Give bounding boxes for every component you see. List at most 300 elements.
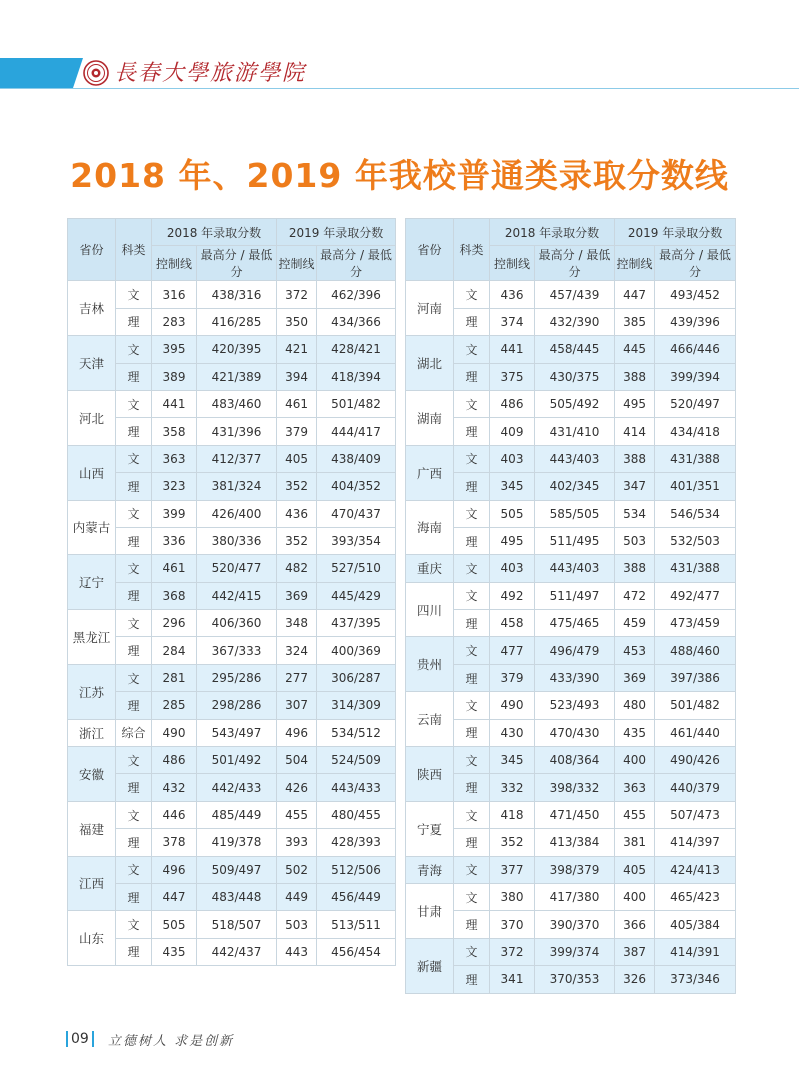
- range-2018-cell: 398/379: [535, 856, 615, 883]
- range-2019-cell: 428/393: [317, 829, 396, 856]
- header-2019: 2019 年录取分数: [615, 219, 736, 246]
- province-cell: 四川: [406, 582, 454, 637]
- control-2018-cell: 486: [152, 747, 197, 774]
- range-2019-cell: 462/396: [317, 281, 396, 308]
- range-2018-cell: 483/460: [197, 390, 277, 417]
- province-cell: 宁夏: [406, 801, 454, 856]
- province-cell: 辽宁: [68, 555, 116, 610]
- header-control-2018: 控制线: [152, 246, 197, 281]
- control-2018-cell: 375: [490, 363, 535, 390]
- control-2018-cell: 435: [152, 938, 197, 965]
- range-2018-cell: 511/495: [535, 527, 615, 554]
- range-2018-cell: 402/345: [535, 473, 615, 500]
- range-2019-cell: 524/509: [317, 747, 396, 774]
- control-2018-cell: 345: [490, 747, 535, 774]
- control-2018-cell: 296: [152, 610, 197, 637]
- range-2018-cell: 475/465: [535, 610, 615, 637]
- range-2019-cell: 431/388: [655, 555, 736, 582]
- table-row: [68, 801, 396, 828]
- table-row: [406, 363, 736, 390]
- range-2019-cell: 480/455: [317, 801, 396, 828]
- table-row: [68, 390, 396, 417]
- range-2018-cell: 523/493: [535, 692, 615, 719]
- range-2019-cell: 404/352: [317, 473, 396, 500]
- control-2018-cell: 374: [490, 308, 535, 335]
- table-row: [68, 692, 396, 719]
- table-row: [406, 473, 736, 500]
- table-row: [68, 774, 396, 801]
- range-2018-cell: 433/390: [535, 664, 615, 691]
- subject-cell: 理: [454, 664, 490, 691]
- control-2018-cell: 490: [490, 692, 535, 719]
- subject-cell: 文: [454, 883, 490, 910]
- subject-cell: 文: [116, 856, 152, 883]
- school-logo-icon: [83, 60, 109, 86]
- range-2019-cell: 414/397: [655, 829, 736, 856]
- header-range-2019: 最高分 / 最低分: [655, 246, 736, 281]
- control-2019-cell: 447: [615, 281, 655, 308]
- subject-cell: 文: [454, 555, 490, 582]
- control-2019-cell: 394: [277, 363, 317, 390]
- control-2018-cell: 486: [490, 390, 535, 417]
- subject-cell: 文: [116, 664, 152, 691]
- province-cell: 黑龙江: [68, 610, 116, 665]
- table-row: [406, 801, 736, 828]
- table-row: [406, 938, 736, 965]
- control-2019-cell: 421: [277, 336, 317, 363]
- control-2019-cell: 388: [615, 445, 655, 472]
- range-2018-cell: 442/415: [197, 582, 277, 609]
- control-2018-cell: 389: [152, 363, 197, 390]
- control-2019-cell: 504: [277, 747, 317, 774]
- score-table-left: [67, 218, 396, 966]
- range-2018-cell: 416/285: [197, 308, 277, 335]
- range-2018-cell: 432/390: [535, 308, 615, 335]
- range-2019-cell: 444/417: [317, 418, 396, 445]
- range-2019-cell: 440/379: [655, 774, 736, 801]
- range-2019-cell: 443/433: [317, 774, 396, 801]
- control-2018-cell: 379: [490, 664, 535, 691]
- control-2019-cell: 455: [277, 801, 317, 828]
- province-cell: 山西: [68, 445, 116, 500]
- range-2018-cell: 543/497: [197, 719, 277, 746]
- range-2018-cell: 406/360: [197, 610, 277, 637]
- range-2018-cell: 485/449: [197, 801, 277, 828]
- range-2018-cell: 298/286: [197, 692, 277, 719]
- subject-cell: 文: [454, 637, 490, 664]
- subject-cell: 文: [116, 281, 152, 308]
- table-row: [68, 363, 396, 390]
- control-2019-cell: 482: [277, 555, 317, 582]
- range-2018-cell: 443/403: [535, 445, 615, 472]
- control-2019-cell: 379: [277, 418, 317, 445]
- range-2018-cell: 457/439: [535, 281, 615, 308]
- table-row: [406, 719, 736, 746]
- range-2019-cell: 470/437: [317, 500, 396, 527]
- subject-cell: 文: [116, 610, 152, 637]
- range-2019-cell: 314/309: [317, 692, 396, 719]
- control-2018-cell: 505: [490, 500, 535, 527]
- control-2019-cell: 326: [615, 966, 655, 993]
- range-2019-cell: 424/413: [655, 856, 736, 883]
- province-cell: 江苏: [68, 664, 116, 719]
- table-row: [68, 445, 396, 472]
- table-row: [406, 527, 736, 554]
- subject-cell: 理: [116, 308, 152, 335]
- range-2018-cell: 408/364: [535, 747, 615, 774]
- range-2019-cell: 400/369: [317, 637, 396, 664]
- subject-cell: 文: [116, 445, 152, 472]
- range-2019-cell: 532/503: [655, 527, 736, 554]
- control-2018-cell: 281: [152, 664, 197, 691]
- control-2018-cell: 436: [490, 281, 535, 308]
- province-cell: 安徽: [68, 747, 116, 802]
- table-row: [406, 582, 736, 609]
- range-2019-cell: 488/460: [655, 637, 736, 664]
- province-cell: 吉林: [68, 281, 116, 336]
- range-2018-cell: 295/286: [197, 664, 277, 691]
- table-row: [406, 883, 736, 910]
- range-2019-cell: 445/429: [317, 582, 396, 609]
- province-cell: 内蒙古: [68, 500, 116, 555]
- range-2019-cell: 520/497: [655, 390, 736, 417]
- control-2018-cell: 418: [490, 801, 535, 828]
- control-2018-cell: 372: [490, 938, 535, 965]
- table-row: [68, 308, 396, 335]
- range-2018-cell: 370/353: [535, 966, 615, 993]
- control-2018-cell: 332: [490, 774, 535, 801]
- control-2018-cell: 495: [490, 527, 535, 554]
- header-range-2018: 最高分 / 最低分: [535, 246, 615, 281]
- header-province: 省份: [406, 219, 454, 281]
- header-divider: [0, 88, 799, 89]
- header-2018: 2018 年录取分数: [490, 219, 615, 246]
- subject-cell: 理: [454, 473, 490, 500]
- control-2019-cell: 348: [277, 610, 317, 637]
- subject-cell: 文: [454, 856, 490, 883]
- range-2019-cell: 493/452: [655, 281, 736, 308]
- subject-cell: 文: [116, 336, 152, 363]
- table-row: [68, 637, 396, 664]
- table-row: [406, 774, 736, 801]
- table-row: [68, 664, 396, 691]
- range-2018-cell: 501/492: [197, 747, 277, 774]
- table-row: [68, 555, 396, 582]
- table-row: [406, 336, 736, 363]
- subject-cell: 理: [454, 911, 490, 938]
- province-cell: 陕西: [406, 747, 454, 802]
- control-2019-cell: 400: [615, 747, 655, 774]
- control-2019-cell: 472: [615, 582, 655, 609]
- control-2018-cell: 399: [152, 500, 197, 527]
- control-2018-cell: 336: [152, 527, 197, 554]
- control-2019-cell: 350: [277, 308, 317, 335]
- range-2018-cell: 417/380: [535, 883, 615, 910]
- table-row: [68, 829, 396, 856]
- range-2018-cell: 458/445: [535, 336, 615, 363]
- range-2018-cell: 380/336: [197, 527, 277, 554]
- table-row: [68, 883, 396, 910]
- range-2018-cell: 430/375: [535, 363, 615, 390]
- control-2018-cell: 285: [152, 692, 197, 719]
- subject-cell: 理: [116, 692, 152, 719]
- subject-cell: 理: [116, 473, 152, 500]
- subject-cell: 文: [454, 747, 490, 774]
- range-2019-cell: 306/287: [317, 664, 396, 691]
- subject-cell: 理: [116, 582, 152, 609]
- subject-cell: 理: [454, 308, 490, 335]
- province-cell: 山东: [68, 911, 116, 966]
- control-2018-cell: 370: [490, 911, 535, 938]
- control-2019-cell: 443: [277, 938, 317, 965]
- control-2018-cell: 352: [490, 829, 535, 856]
- table-row: [68, 719, 396, 746]
- control-2018-cell: 461: [152, 555, 197, 582]
- control-2018-cell: 363: [152, 445, 197, 472]
- range-2019-cell: 401/351: [655, 473, 736, 500]
- control-2019-cell: 366: [615, 911, 655, 938]
- subject-cell: 文: [116, 555, 152, 582]
- province-cell: 湖南: [406, 390, 454, 445]
- table-row: [68, 856, 396, 883]
- range-2019-cell: 428/421: [317, 336, 396, 363]
- control-2019-cell: 388: [615, 363, 655, 390]
- subject-cell: 理: [454, 610, 490, 637]
- subject-cell: 文: [116, 801, 152, 828]
- control-2019-cell: 324: [277, 637, 317, 664]
- range-2018-cell: 381/324: [197, 473, 277, 500]
- subject-cell: 文: [454, 390, 490, 417]
- control-2018-cell: 283: [152, 308, 197, 335]
- subject-cell: 文: [116, 500, 152, 527]
- table-row: [406, 747, 736, 774]
- province-cell: 湖北: [406, 336, 454, 391]
- range-2019-cell: 456/454: [317, 938, 396, 965]
- control-2019-cell: 352: [277, 473, 317, 500]
- province-cell: 重庆: [406, 555, 454, 582]
- range-2019-cell: 512/506: [317, 856, 396, 883]
- subject-cell: 理: [116, 363, 152, 390]
- control-2019-cell: 426: [277, 774, 317, 801]
- table-row: [406, 390, 736, 417]
- control-2018-cell: 492: [490, 582, 535, 609]
- control-2019-cell: 277: [277, 664, 317, 691]
- range-2018-cell: 585/505: [535, 500, 615, 527]
- control-2018-cell: 316: [152, 281, 197, 308]
- table-row: [406, 555, 736, 582]
- control-2018-cell: 358: [152, 418, 197, 445]
- range-2018-cell: 413/384: [535, 829, 615, 856]
- range-2019-cell: 405/384: [655, 911, 736, 938]
- control-2019-cell: 435: [615, 719, 655, 746]
- range-2019-cell: 418/394: [317, 363, 396, 390]
- control-2018-cell: 441: [152, 390, 197, 417]
- control-2018-cell: 284: [152, 637, 197, 664]
- table-row: [406, 856, 736, 883]
- header-control-2018: 控制线: [490, 246, 535, 281]
- control-2018-cell: 496: [152, 856, 197, 883]
- subject-cell: 理: [116, 527, 152, 554]
- table-row: [68, 527, 396, 554]
- table-row: [68, 582, 396, 609]
- control-2019-cell: 385: [615, 308, 655, 335]
- range-2019-cell: 393/354: [317, 527, 396, 554]
- province-cell: 甘肃: [406, 883, 454, 938]
- subject-cell: 理: [454, 363, 490, 390]
- control-2019-cell: 352: [277, 527, 317, 554]
- table-row: [406, 445, 736, 472]
- province-cell: 广西: [406, 445, 454, 500]
- table-row: [406, 281, 736, 308]
- table-row: [68, 418, 396, 445]
- range-2018-cell: 426/400: [197, 500, 277, 527]
- range-2018-cell: 520/477: [197, 555, 277, 582]
- table-row: [68, 281, 396, 308]
- control-2019-cell: 400: [615, 883, 655, 910]
- control-2018-cell: 458: [490, 610, 535, 637]
- range-2019-cell: 546/534: [655, 500, 736, 527]
- score-table-right: [405, 218, 736, 994]
- control-2019-cell: 381: [615, 829, 655, 856]
- control-2018-cell: 323: [152, 473, 197, 500]
- table-body: [406, 281, 736, 993]
- range-2018-cell: 511/497: [535, 582, 615, 609]
- table-row: [68, 938, 396, 965]
- control-2019-cell: 414: [615, 418, 655, 445]
- control-2019-cell: 453: [615, 637, 655, 664]
- range-2018-cell: 399/374: [535, 938, 615, 965]
- control-2019-cell: 372: [277, 281, 317, 308]
- table-row: [68, 473, 396, 500]
- range-2019-cell: 434/418: [655, 418, 736, 445]
- range-2019-cell: 513/511: [317, 911, 396, 938]
- range-2019-cell: 399/394: [655, 363, 736, 390]
- range-2019-cell: 507/473: [655, 801, 736, 828]
- header-control-2019: 控制线: [277, 246, 317, 281]
- control-2018-cell: 441: [490, 336, 535, 363]
- subject-cell: 理: [116, 938, 152, 965]
- range-2018-cell: 398/332: [535, 774, 615, 801]
- control-2019-cell: 369: [277, 582, 317, 609]
- province-cell: 云南: [406, 692, 454, 747]
- table-row: [406, 966, 736, 993]
- table-row: [406, 829, 736, 856]
- control-2019-cell: 393: [277, 829, 317, 856]
- table-row: [68, 747, 396, 774]
- range-2018-cell: 390/370: [535, 911, 615, 938]
- subject-cell: 文: [454, 582, 490, 609]
- control-2018-cell: 368: [152, 582, 197, 609]
- control-2019-cell: 461: [277, 390, 317, 417]
- control-2019-cell: 459: [615, 610, 655, 637]
- range-2018-cell: 419/378: [197, 829, 277, 856]
- control-2018-cell: 345: [490, 473, 535, 500]
- page-title: 2018 年、2019 年我校普通类录取分数线: [70, 156, 729, 195]
- control-2019-cell: 495: [615, 390, 655, 417]
- range-2019-cell: 414/391: [655, 938, 736, 965]
- province-cell: 福建: [68, 801, 116, 856]
- range-2019-cell: 439/396: [655, 308, 736, 335]
- subject-cell: 文: [454, 938, 490, 965]
- subject-cell: 文: [454, 500, 490, 527]
- province-cell: 海南: [406, 500, 454, 555]
- control-2018-cell: 341: [490, 966, 535, 993]
- control-2019-cell: 449: [277, 883, 317, 910]
- control-2019-cell: 455: [615, 801, 655, 828]
- range-2019-cell: 437/395: [317, 610, 396, 637]
- control-2019-cell: 480: [615, 692, 655, 719]
- subject-cell: 理: [454, 418, 490, 445]
- control-2019-cell: 307: [277, 692, 317, 719]
- table-row: [406, 418, 736, 445]
- subject-cell: 理: [116, 829, 152, 856]
- table-row: [68, 610, 396, 637]
- range-2018-cell: 518/507: [197, 911, 277, 938]
- subject-cell: 理: [454, 774, 490, 801]
- subject-cell: 文: [454, 692, 490, 719]
- control-2019-cell: 405: [277, 445, 317, 472]
- control-2018-cell: 395: [152, 336, 197, 363]
- table-row: [406, 664, 736, 691]
- control-2018-cell: 377: [490, 856, 535, 883]
- header-province: 省份: [68, 219, 116, 281]
- table-row: [406, 610, 736, 637]
- subject-cell: 理: [454, 829, 490, 856]
- range-2018-cell: 442/433: [197, 774, 277, 801]
- table-row: [406, 911, 736, 938]
- province-cell: 河南: [406, 281, 454, 336]
- control-2018-cell: 409: [490, 418, 535, 445]
- range-2018-cell: 505/492: [535, 390, 615, 417]
- province-cell: 天津: [68, 336, 116, 391]
- control-2018-cell: 432: [152, 774, 197, 801]
- range-2019-cell: 438/409: [317, 445, 396, 472]
- control-2019-cell: 436: [277, 500, 317, 527]
- table-row: [68, 911, 396, 938]
- header-2018: 2018 年录取分数: [152, 219, 277, 246]
- province-cell: 新疆: [406, 938, 454, 993]
- range-2018-cell: 509/497: [197, 856, 277, 883]
- control-2019-cell: 496: [277, 719, 317, 746]
- control-2019-cell: 445: [615, 336, 655, 363]
- range-2019-cell: 373/346: [655, 966, 736, 993]
- range-2018-cell: 443/403: [535, 555, 615, 582]
- range-2019-cell: 501/482: [655, 692, 736, 719]
- province-cell: 贵州: [406, 637, 454, 692]
- subject-cell: 文: [116, 911, 152, 938]
- control-2018-cell: 380: [490, 883, 535, 910]
- control-2018-cell: 403: [490, 445, 535, 472]
- range-2018-cell: 431/396: [197, 418, 277, 445]
- header-control-2019: 控制线: [615, 246, 655, 281]
- subject-cell: 文: [116, 747, 152, 774]
- header-subject: 科类: [116, 219, 152, 281]
- range-2018-cell: 412/377: [197, 445, 277, 472]
- range-2019-cell: 461/440: [655, 719, 736, 746]
- header-2019: 2019 年录取分数: [277, 219, 396, 246]
- control-2018-cell: 446: [152, 801, 197, 828]
- header-range-2019: 最高分 / 最低分: [317, 246, 396, 281]
- control-2018-cell: 477: [490, 637, 535, 664]
- range-2019-cell: 466/446: [655, 336, 736, 363]
- range-2018-cell: 421/389: [197, 363, 277, 390]
- province-cell: 河北: [68, 390, 116, 445]
- control-2019-cell: 502: [277, 856, 317, 883]
- subject-cell: 理: [116, 883, 152, 910]
- control-2019-cell: 534: [615, 500, 655, 527]
- control-2019-cell: 388: [615, 555, 655, 582]
- subject-cell: 理: [454, 527, 490, 554]
